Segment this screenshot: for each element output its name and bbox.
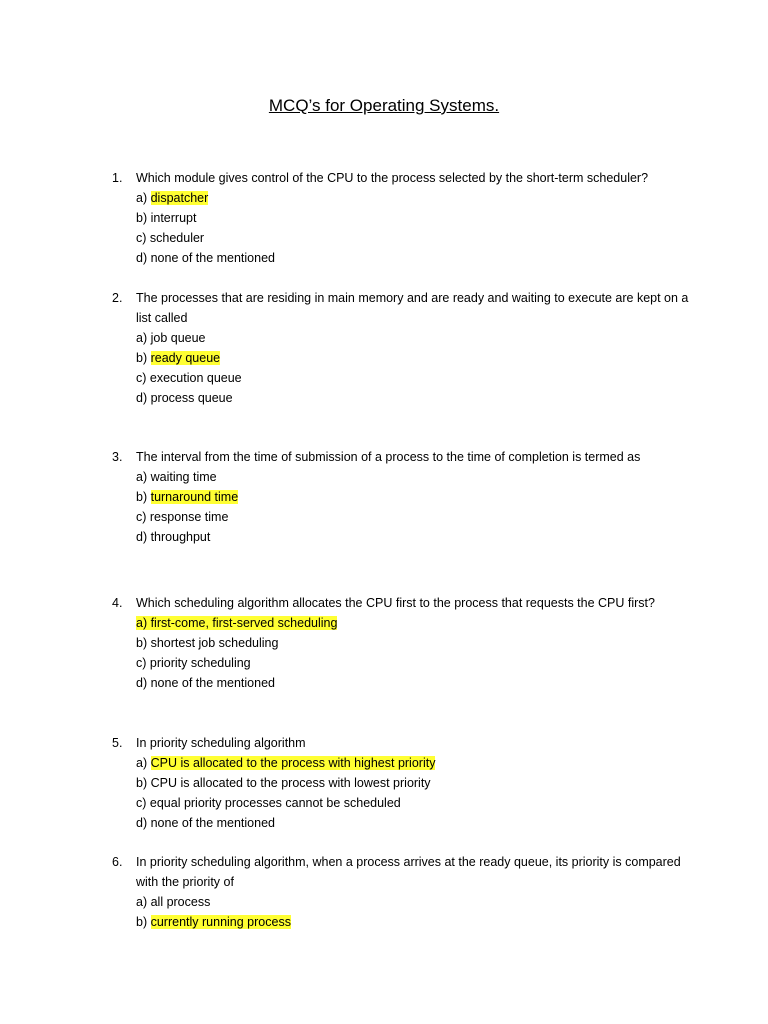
question-text: In priority scheduling algorithm: [136, 736, 306, 750]
option-answer-highlight: dispatcher: [150, 191, 209, 205]
option-c: c) response time: [136, 510, 229, 524]
question-6: [112, 852, 702, 932]
option-c: c) execution queue: [136, 371, 242, 385]
option-answer-highlight: turnaround time: [150, 490, 239, 504]
option-b: [136, 348, 702, 368]
option-c: c) scheduler: [136, 231, 205, 245]
option-prefix: b): [136, 351, 151, 365]
option-a: [136, 188, 702, 208]
option-b: b) interrupt: [136, 211, 197, 225]
question-text: The processes that are residing in main memory and are ready and waiting to execute are kept on a list called: [136, 291, 689, 325]
question-number: 6.: [112, 855, 123, 869]
option-answer-highlight: CPU is allocated to the process with highest priority: [150, 756, 436, 770]
option-prefix: a): [136, 756, 151, 770]
option-answer-highlight: ready queue: [150, 351, 221, 365]
option-d: d) process queue: [136, 391, 233, 405]
question-text: Which module gives control of the CPU to the process selected by the short-term scheduler?: [136, 171, 649, 185]
question-number: 2.: [112, 291, 123, 305]
option-a: [136, 613, 702, 633]
question-2: [112, 288, 702, 408]
question-number: 5.: [112, 736, 123, 750]
question-1: [112, 168, 702, 268]
option-a: a) waiting time: [136, 470, 217, 484]
question-number: 1.: [112, 171, 123, 185]
question-3: [112, 447, 702, 547]
question-number: 4.: [112, 596, 123, 610]
question-text: The interval from the time of submission of a process to the time of completion is termed as: [136, 450, 641, 464]
option-prefix: b): [136, 490, 151, 504]
option-d: d) none of the mentioned: [136, 251, 275, 265]
option-b: b) CPU is allocated to the process with lowest priority: [136, 776, 431, 790]
question-text: Which scheduling algorithm allocates the CPU first to the process that requests the CPU first?: [136, 596, 655, 610]
option-prefix: b): [136, 915, 151, 929]
question-4: [112, 593, 702, 693]
option-b: [136, 487, 702, 507]
option-a: a) all process: [136, 895, 211, 909]
option-answer-highlight: currently running process: [150, 915, 291, 929]
option-d: d) throughput: [136, 530, 211, 544]
option-answer-highlight: a) first-come, first-served scheduling: [136, 616, 338, 630]
option-a: [136, 753, 702, 773]
document-title: MCQ’s for Operating Systems.: [268, 96, 500, 115]
option-c: c) priority scheduling: [136, 656, 251, 670]
question-5: [112, 733, 702, 833]
option-b: b) shortest job scheduling: [136, 636, 279, 650]
option-b: [136, 912, 702, 932]
option-prefix: a): [136, 191, 151, 205]
question-text: In priority scheduling algorithm, when a process arrives at the ready queue, its priority is compared with the priority of: [136, 855, 681, 889]
option-d: d) none of the mentioned: [136, 816, 275, 830]
question-number: 3.: [112, 450, 123, 464]
option-c: c) equal priority processes cannot be scheduled: [136, 796, 401, 810]
option-a: a) job queue: [136, 331, 206, 345]
option-d: d) none of the mentioned: [136, 676, 275, 690]
